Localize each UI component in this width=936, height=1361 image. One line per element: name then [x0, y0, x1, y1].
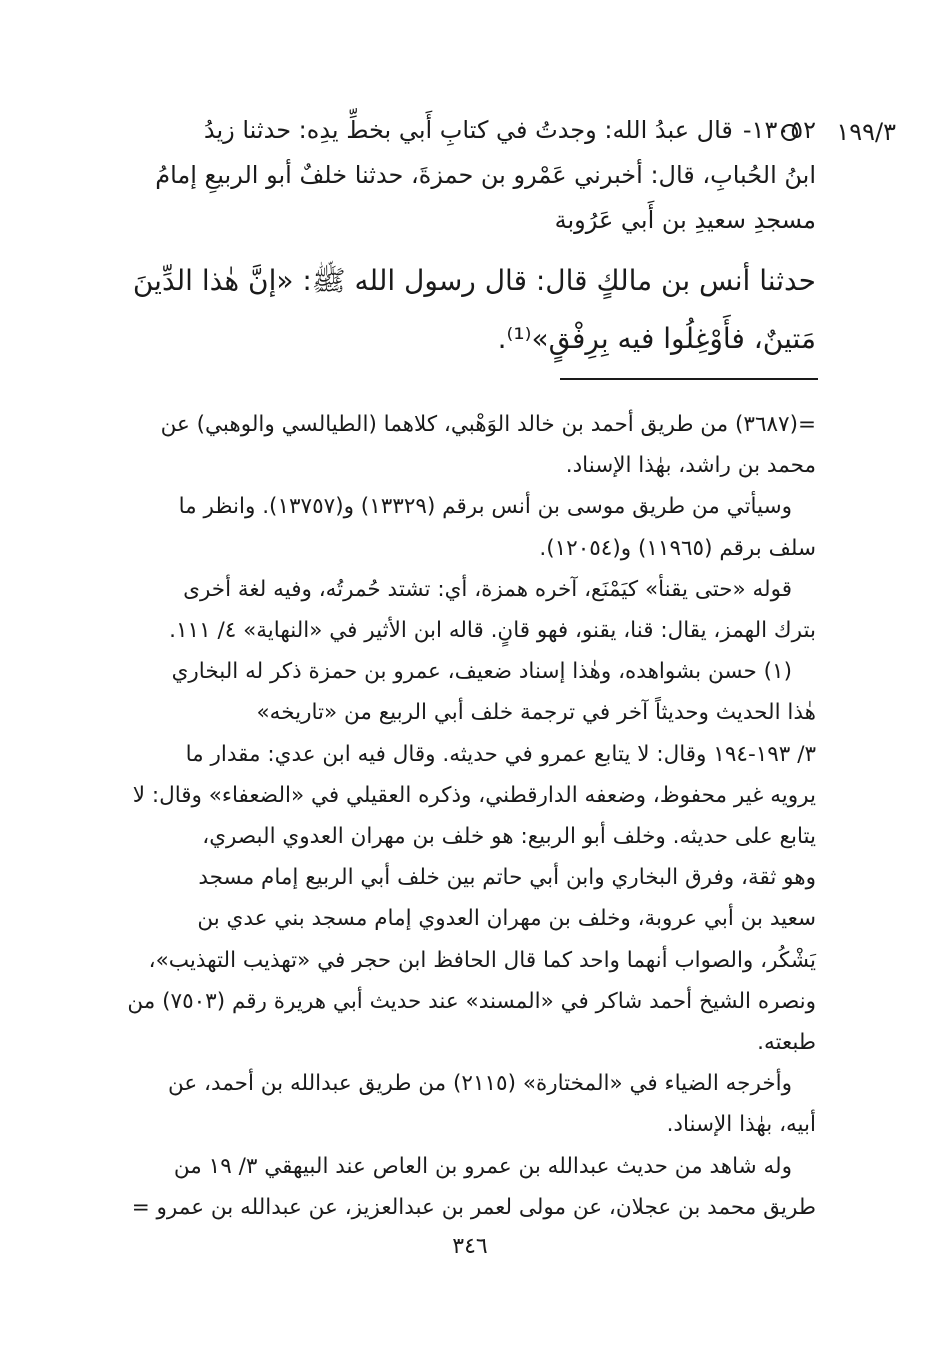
hadith-isnad [108, 108, 816, 243]
footnote-line: ٣/ ١٩٣-١٩٤ وقال: لا يتابع عمرو في حديثه. وقال فيه ابن عدي: مقدار ما [185, 741, 816, 767]
footnote-line: قوله «حتى يقنأ» كيَمْنَع، آخره همزة، أي: تشتد حُمرتُه، وفيه لغة أخرى [183, 576, 792, 602]
footnote-line: طريق محمد بن عجلان، عن مولى لعمر بن عبدالعزيز، عن عبدالله بن عمرو = [131, 1194, 816, 1220]
footnotes [106, 404, 816, 1228]
matn-line: حدثنا أنس بن مالكٍ قال: قال رسول الله ﷺ: «إنَّ هٰذا الدِّينَ [132, 264, 816, 297]
footnote-line: أبيه، بهٰذا الإسناد. [666, 1112, 816, 1138]
footnote-line: وأخرجه الضياء في «المختارة» (٢١١٥) من طريق عبدالله بن أحمد، عن [167, 1071, 792, 1097]
footnote-line: وسيأتي من طريق موسى بن أنس برقم (١٣٣٢٩) و(١٣٧٥٧). وانظر ما [178, 494, 792, 520]
footnote-line: وله شاهد من حديث عبدالله بن عمرو بن العاص عند البيهقي ٣/ ١٩ من [173, 1153, 792, 1179]
footnote-line: (١) حسن بشواهده، وهٰذا إسناد ضعيف، عمرو بن حمزة ذكر له البخاري [171, 659, 792, 685]
matn-line: مَتينٌ، فأَوْغِلُوا فيه بِرِفْقٍ»⁽¹⁾. [497, 322, 816, 355]
footnote-line: سلف برقم (١١٩٦٥) و(١٢٠٥٤). [539, 535, 816, 561]
footnote-line: يَشْكُر، والصواب أنهما واحد كما قال الحافظ ابن حجر في «تهذيب التهذيب»، [148, 947, 816, 973]
footnote-line: هٰذا الحديث وحديثاً آخر في ترجمة خلف أبي الربيع من «تاريخه» [256, 700, 816, 726]
footnote-line: =(٣٦٨٧) من طريق أحمد بن خالد الوَهْبي، كلاهما (الطيالسي والوهبي) عن [160, 412, 816, 437]
footnote-line: يتابع على حديثه. وخلف أبو الربيع: هو خلف بن مهران العدوي البصري، [202, 824, 816, 850]
footnote-line: طبعته. [757, 1030, 816, 1056]
footnote-line: محمد بن راشد، بهٰذا الإسناد. [565, 453, 816, 479]
hadith-number: ١٣٠٥٢- [742, 116, 816, 144]
isnad-line: ١٣٠٥٢-قال عبدُ الله: وجدتُ في كتابِ أَبي بخطِّ يدِه: حدثنا زيدُ [203, 116, 816, 144]
footnote-line: وهو ثقة، وفرق البخاري وابن أبي حاتم بين خلف أبي الربيع إمام مسجد [198, 865, 816, 891]
volume-page-reference: ١٩٩/٣ [836, 118, 896, 146]
isnad-line: ابنُ الحُبابِ، قال: أخبرني عَمْرو بن حمزةَ، حدثنا خلفٌ أبو الربيعِ إمامُ [155, 161, 816, 189]
isnad-line: مسجدِ سعيدِ بن أَبي عَرُوبة [554, 206, 816, 234]
footnote-line: ونصره الشيخ أحمد شاكر في «المسند» عند حديث أبي هريرة رقم (٧٥٠٣) من [127, 988, 816, 1014]
hadith-text [108, 252, 816, 368]
footnote-separator [560, 378, 818, 380]
footnote-line: سعيد بن أبي عروبة، وخلف بن مهران العدوي إمام مسجد بني عدي بن [197, 906, 816, 932]
page-number: ٣٤٦ [452, 1234, 488, 1259]
footnote-line: يرويه غير محفوظ، وضعفه الدارقطني، وذكره العقيلي في «الضعفاء» وقال: لا [132, 782, 816, 808]
footnote-line: بترك الهمز، يقال: قنا، يقنو، فهو قانٍ. قاله ابن الأثير في «النهاية» ٤/ ١١١. [169, 618, 816, 644]
